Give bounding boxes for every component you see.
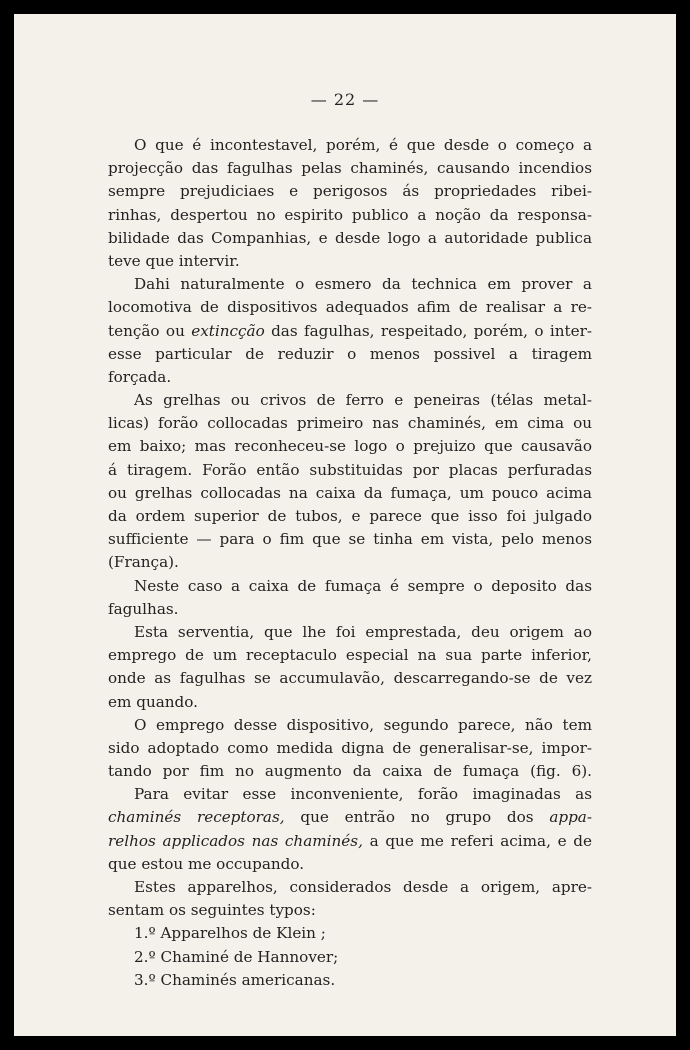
text-line: relhos applicados nas chaminés, a que me referi acima, e de bbox=[108, 831, 592, 850]
text-line: licas) forão collocadas primeiro nas chaminés, em cima ou bbox=[108, 414, 592, 433]
text-line: Estes apparelhos, considerados desde a origem, apre- bbox=[134, 878, 592, 896]
text-line: sufficiente — para o fim que se tinha em vista, pelo menos bbox=[108, 530, 592, 549]
text-line: 2.º Chaminé de Hannover; bbox=[134, 947, 339, 966]
text-line: chaminés receptoras, que entrão no grupo dos appa- bbox=[108, 808, 592, 827]
text-line: O que é incontestavel, porém, é que desde o começo a bbox=[134, 136, 592, 154]
page-number: — 22 — bbox=[310, 90, 380, 109]
scanned-page bbox=[14, 14, 676, 1036]
text-line: emprego de um receptaculo especial na sua parte inferior, bbox=[108, 646, 592, 665]
text-line: Dahi naturalmente o esmero da technica em prover a bbox=[134, 275, 592, 294]
text-line: ou grelhas collocadas na caixa da fumaça, um pouco acima bbox=[108, 483, 592, 502]
text-line: (França). bbox=[108, 553, 179, 572]
text-line: esse particular de reduzir o menos possivel a tiragem bbox=[108, 344, 592, 363]
text-line: tenção ou extincção das fagulhas, respeitado, porém, o inter- bbox=[108, 321, 592, 340]
text-line: locomotiva de dispositivos adequados afim de realisar a re- bbox=[108, 298, 592, 317]
text-line: Neste caso a caixa de fumaça é sempre o deposito das bbox=[134, 576, 592, 595]
body-text bbox=[108, 134, 592, 992]
text-line: em baixo; mas reconheceu-se logo o prejuizo que causavão bbox=[108, 437, 592, 456]
text-line: tando por fim no augmento da caixa de fumaça (fig. 6). bbox=[108, 762, 592, 781]
text-line: 1.º Apparelhos de Klein ; bbox=[134, 924, 326, 943]
text-line: forçada. bbox=[108, 367, 172, 386]
text-line: sempre prejudiciaes e perigosos ás propriedades ribei- bbox=[108, 182, 592, 201]
text-line: onde as fagulhas se accumulavão, descarregando-se de vez bbox=[108, 669, 592, 688]
text-line: teve que intervir. bbox=[108, 251, 240, 270]
text-line: O emprego desse dispositivo, segundo parece, não tem bbox=[134, 715, 592, 734]
text-line: Esta serventia, que lhe foi emprestada, deu origem ao bbox=[134, 622, 592, 641]
text-line: bilidade das Companhias, e desde logo a autoridade publica bbox=[108, 228, 592, 247]
text-line: projecção das fagulhas pelas chaminés, causando incendios bbox=[108, 159, 592, 178]
text-line: 3.º Chaminés americanas. bbox=[134, 970, 336, 989]
text-line: da ordem superior de tubos, e parece que isso foi julgado bbox=[108, 507, 592, 525]
text-line: As grelhas ou crivos de ferro e peneiras (télas metal- bbox=[134, 391, 592, 410]
text-line: sentam os seguintes typos: bbox=[108, 901, 316, 920]
text-line: fagulhas. bbox=[108, 599, 179, 618]
text-line: Para evitar esse inconveniente, forão imaginadas as bbox=[134, 785, 592, 804]
text-line: sido adoptado como medida digna de generalisar-se, impor- bbox=[108, 738, 592, 757]
text-line: que estou me occupando. bbox=[108, 854, 305, 873]
text-line: rinhas, despertou no espirito publico a noção da responsa- bbox=[108, 205, 592, 224]
text-line: em quando. bbox=[108, 692, 198, 711]
text-line: á tiragem. Forão então substituidas por placas perfuradas bbox=[108, 460, 592, 479]
